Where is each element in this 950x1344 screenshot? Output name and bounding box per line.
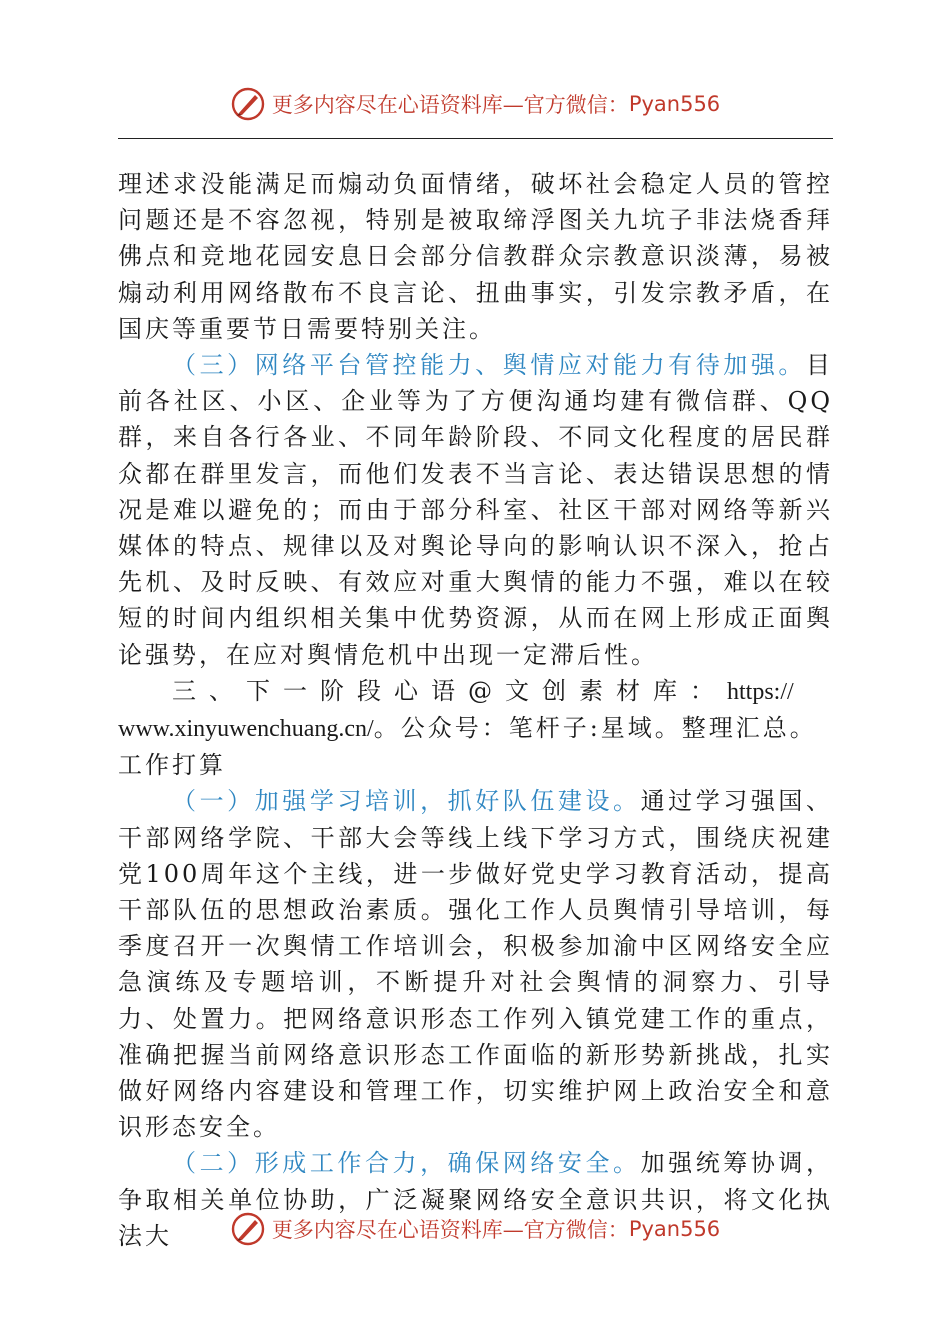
paragraph-3	[118, 673, 833, 784]
header-wechat-id: Pyan556	[628, 92, 721, 116]
paragraph-2	[118, 347, 833, 673]
footer-wechat-id: Pyan556	[628, 1217, 721, 1241]
section-heading-2: （二）形成工作合力，确保网络安全。	[172, 1149, 641, 1178]
paragraph-5-text: 加强统筹协调，争取相关单位协助，广泛凝聚网络安全意识共识，将文化执法大	[118, 1149, 834, 1250]
pen-logo-icon	[230, 1211, 266, 1247]
next-stage-heading: 三、下一阶段心语@文创素材库：	[172, 676, 727, 705]
paragraph-4	[118, 783, 833, 1145]
footer-banner-text: 更多内容尽在心语资料库—官方微信：	[271, 1218, 629, 1242]
footer-banner	[0, 1209, 950, 1249]
paragraph-3-text: 。公众号：笔杆子:星域。整理汇总。	[373, 714, 817, 743]
paragraph-1: 理述求没能满足而煽动负面情绪，破坏社会稳定人员的管控问题还是不容忽视，特别是被取缔浮图关九坑子非法烧香拜佛点和竞地花园安息日会部分信教群众宗教意识淡薄，易被煽动利用网络散布不良言论、扭曲事实，引发宗教矛盾，在国庆等重要节日需要特别关注。	[118, 170, 833, 343]
site-url-part-1: https://	[727, 678, 794, 705]
paragraph-4-text: 通过学习强国、干部网络学院、干部大会等线上线下学习方式，围绕庆祝建党100周年这个主线，进一步做好党史学习教育活动，提高干部队伍的思想政治素质。强化工作人员舆情引导培训，每季度召开一次舆情工作培训会，积极参加渝中区网络安全应急演练及专题培训，不断提升对社会舆情的洞察力、引导力、处置力。把网络意识形态工作列入镇党建工作的重点，准确把握当前网络意识形态工作面临的新形势新挑战，扎实做好网络内容建设和管理工作，切实维护网上政治安全和意识形态安全。	[118, 787, 834, 1142]
paragraph-3-end: 工作打算	[118, 751, 226, 780]
section-heading-3: （三）网络平台管控能力、舆情应对能力有待加强。	[172, 351, 806, 380]
paragraph-2-text: 目前各社区、小区、企业等为了方便沟通均建有微信群、QQ群，来自各行各业、不同年龄阶段、不同文化程度的居民群众都在群里发言，而他们发表不当言论、表达错误思想的情况是难以避免的；而由于部分科室、社区干部对网络等新兴媒体的特点、规律以及对舆论导向的影响认识不深入，抢占先机、及时反映、有效应对重大舆情的能力不强，难以在较短的时间内组织相关集中优势资源，从而在网上形成正面舆论强势，在应对舆情危机中出现一定滞后性。	[118, 351, 833, 669]
header-banner-text: 更多内容尽在心语资料库—官方微信：	[271, 93, 629, 117]
section-heading-1: （一）加强学习培训，抓好队伍建设。	[172, 787, 641, 816]
header-divider	[118, 138, 833, 139]
site-url-part-2: www.xinyuwenchuang.cn/	[118, 716, 374, 743]
document-body	[118, 166, 833, 1254]
pen-logo-icon	[230, 86, 266, 122]
header-banner	[0, 84, 950, 124]
